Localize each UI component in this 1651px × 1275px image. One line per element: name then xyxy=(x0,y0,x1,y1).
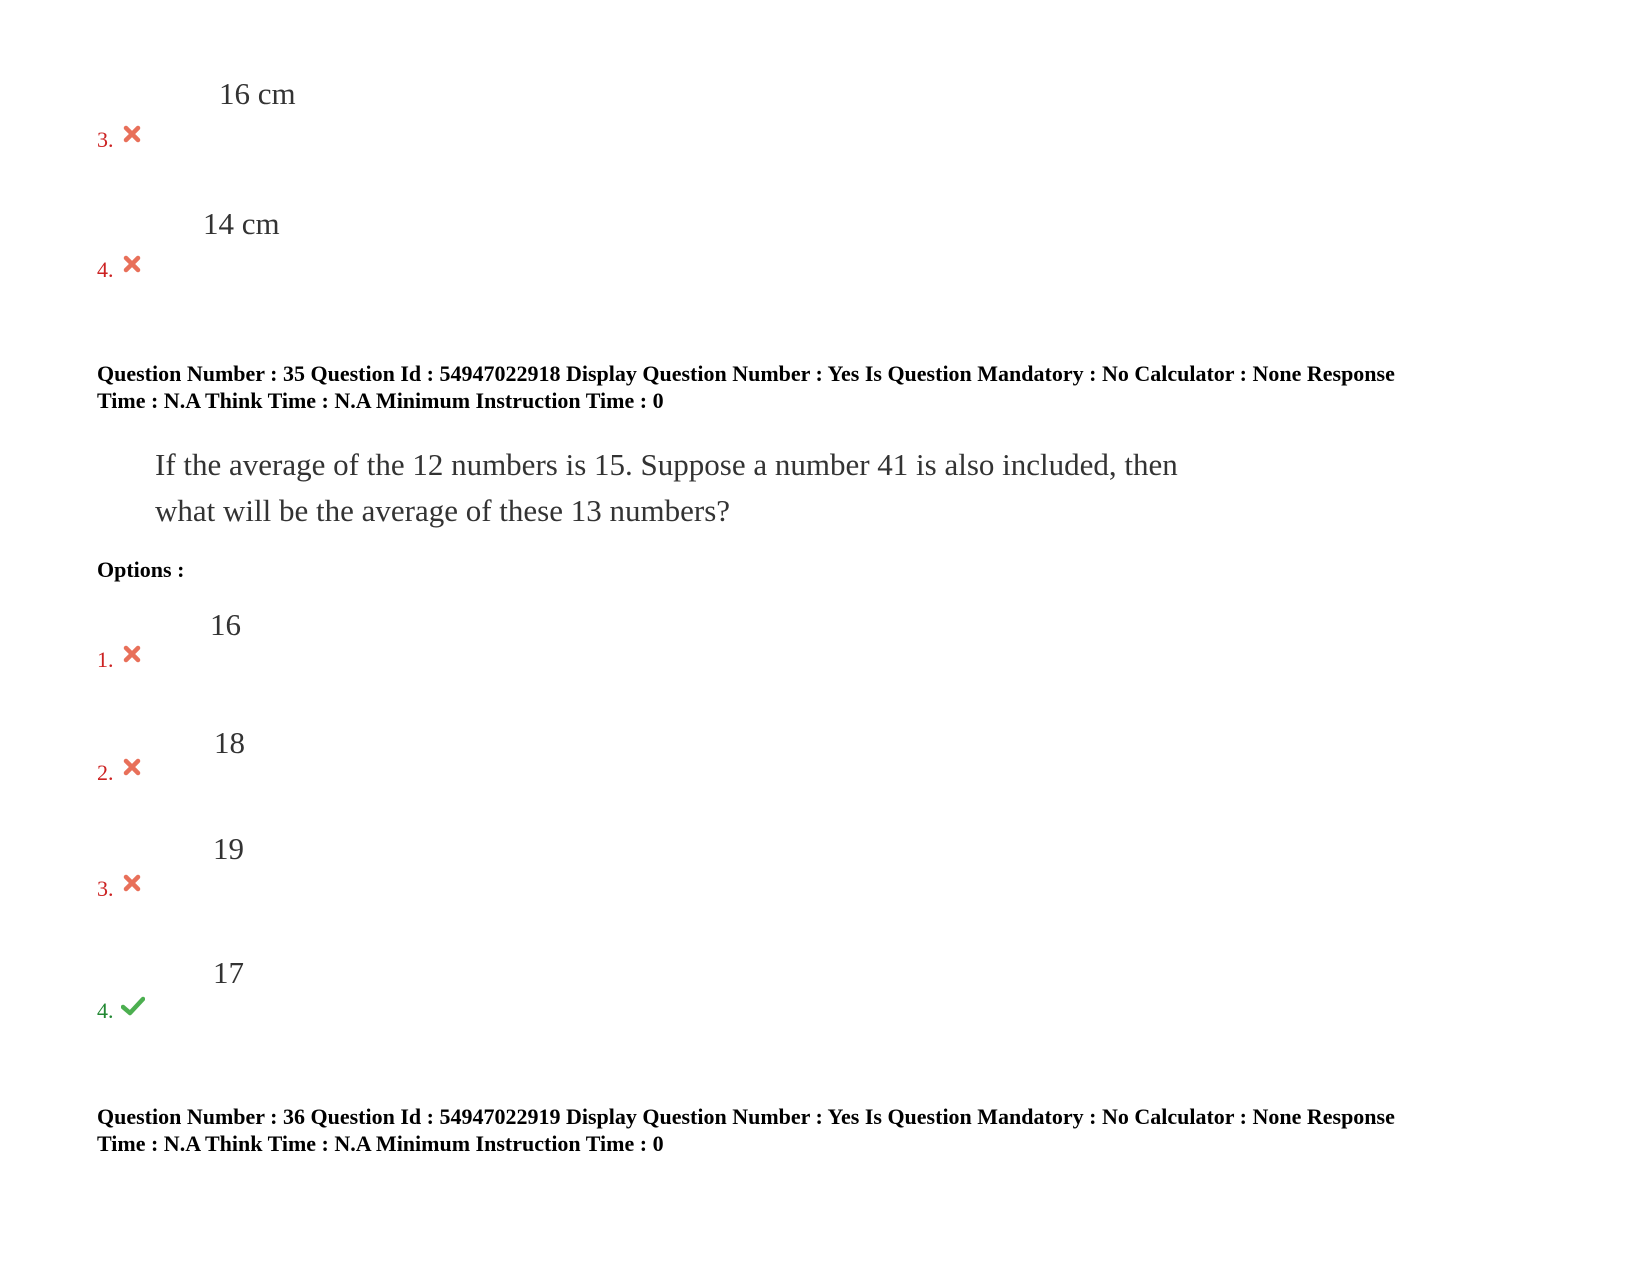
question-35-option-1-text: 16 xyxy=(210,607,241,642)
prev-option-4-number: 4. xyxy=(97,257,114,282)
question-35-option-3-text: 19 xyxy=(213,831,244,866)
question-35-text-line-2: what will be the average of these 13 numbers? xyxy=(155,493,731,528)
question-35-option-2-text: 18 xyxy=(214,725,245,760)
cross-icon xyxy=(122,644,142,664)
question-35-text xyxy=(155,442,1455,534)
cross-icon xyxy=(122,757,142,777)
question-35-metadata xyxy=(97,360,1577,414)
question-35-meta-line-1: Question Number : 35 Question Id : 54947022918 Display Question Number : Yes Is Question Mandatory : No Calculator : None Response xyxy=(97,361,1395,386)
cross-icon xyxy=(122,124,142,144)
prev-option-3-text: 16 cm xyxy=(219,76,296,111)
options-label: Options : xyxy=(97,557,185,582)
question-35-option-4-text: 17 xyxy=(213,955,244,990)
cross-icon xyxy=(122,873,142,893)
question-36-meta-line-1: Question Number : 36 Question Id : 54947022919 Display Question Number : Yes Is Question Mandatory : No Calculator : None Response xyxy=(97,1104,1395,1129)
question-35-option-3-number: 3. xyxy=(97,876,114,901)
check-icon xyxy=(121,996,145,1016)
question-35-meta-line-2: Time : N.A Think Time : N.A Minimum Instruction Time : 0 xyxy=(97,388,664,413)
question-35-text-line-1: If the average of the 12 numbers is 15. Suppose a number 41 is also included, then xyxy=(155,447,1178,482)
question-36-meta-line-2: Time : N.A Think Time : N.A Minimum Instruction Time : 0 xyxy=(97,1131,664,1156)
question-36-metadata xyxy=(97,1103,1577,1157)
question-35-option-2-number: 2. xyxy=(97,760,114,785)
prev-option-4-text: 14 cm xyxy=(203,206,280,241)
question-35-option-1-number: 1. xyxy=(97,647,114,672)
cross-icon xyxy=(122,254,142,274)
question-35-option-4-number: 4. xyxy=(97,998,114,1023)
prev-option-3-number: 3. xyxy=(97,127,114,152)
